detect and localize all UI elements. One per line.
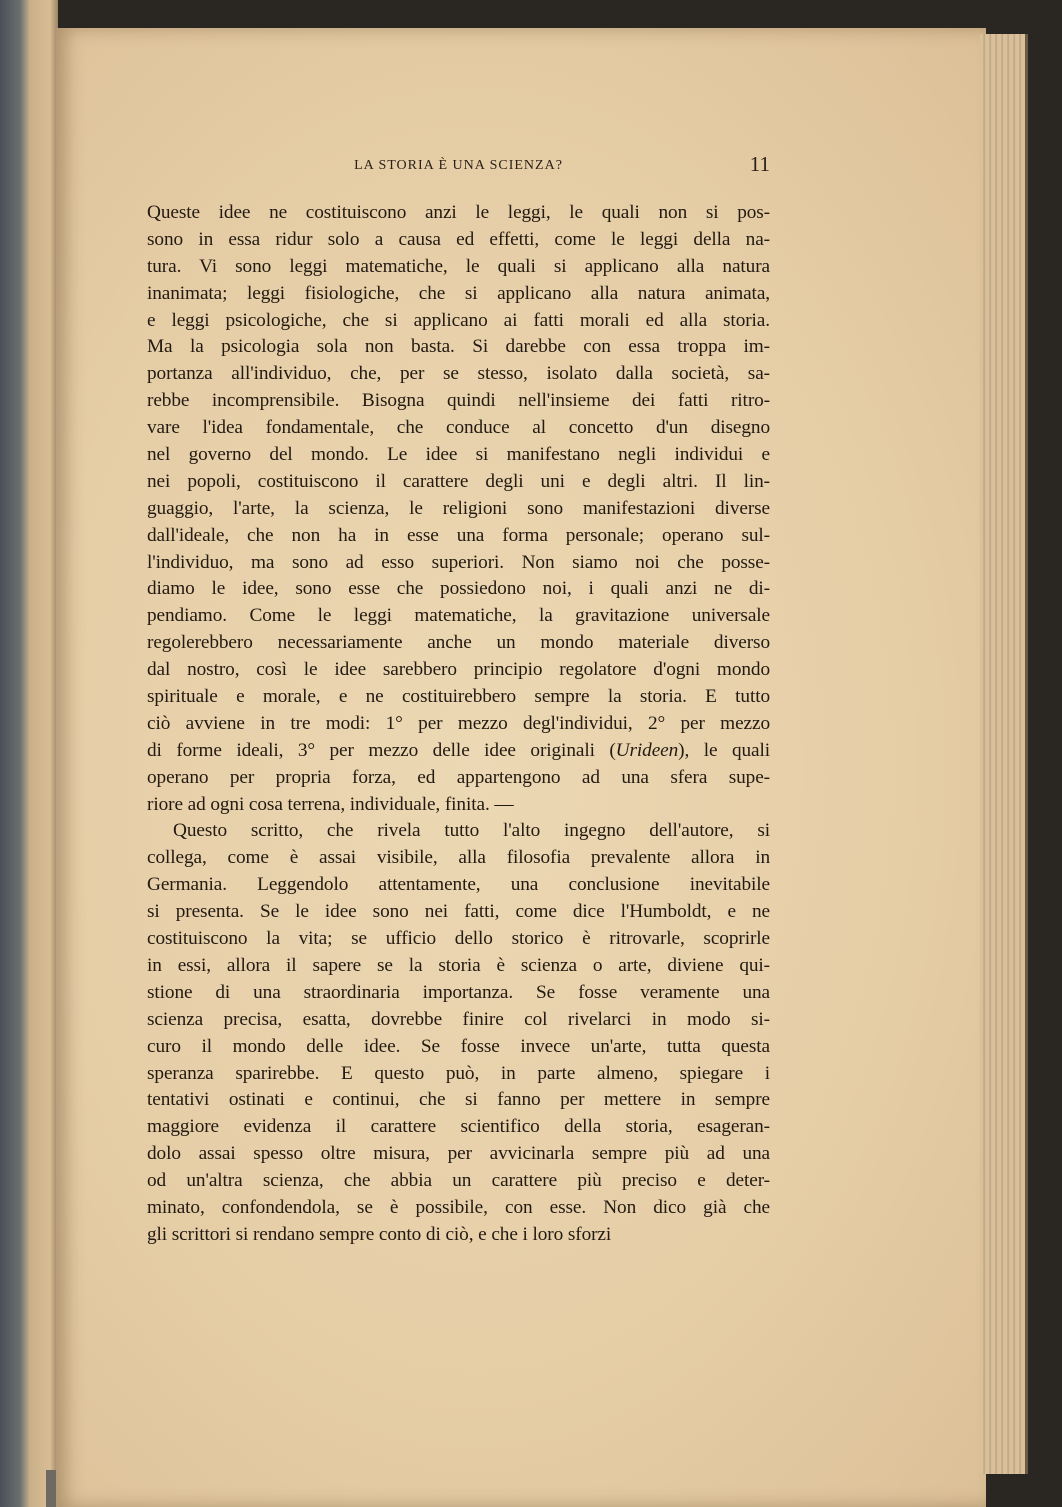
text-line: nel governo del mondo. Le idee si manifestano negli individui e	[147, 444, 770, 466]
text-line: sono in essa ridur solo a causa ed effetti, come le leggi della na-	[147, 228, 770, 250]
text-line: Ma la psicologia sola non basta. Si darebbe con essa troppa im-	[147, 336, 770, 358]
text-line: dall'ideale, che non ha in esse una forma personale; operano sul-	[147, 524, 770, 546]
text-line: od un'altra scienza, che abbia un carattere più preciso e deter-	[147, 1170, 770, 1192]
text-line: l'individuo, ma sono ad esso superiori. Non siamo noi che posse-	[147, 551, 770, 573]
text-line: curo il mondo delle idee. Se fosse invece un'arte, tutta questa	[147, 1035, 770, 1057]
text-line: tura. Vi sono leggi matematiche, le quali si applicano alla natura	[147, 255, 770, 277]
text-line: in essi, allora il sapere se la storia è scienza o arte, diviene qui-	[147, 954, 770, 976]
text-line: Queste idee ne costituiscono anzi le leggi, le quali non si pos-	[147, 202, 770, 223]
text-line: riore ad ogni cosa terrena, individuale, finita. —	[147, 793, 514, 815]
facing-page-edge	[0, 0, 58, 1507]
text-line: operano per propria forza, ed appartengono ad una sfera supe-	[147, 766, 770, 788]
text-line: Germania. Leggendolo attentamente, una conclusione inevitabile	[147, 874, 770, 896]
text-line: nei popoli, costituiscono il carattere degli uni e degli altri. Il lin-	[147, 470, 770, 492]
text-line: stione di una straordinaria importanza. Se fosse veramente una	[147, 981, 770, 1003]
text-line: e leggi psicologiche, che si applicano ai fatti morali ed alla storia.	[147, 309, 770, 331]
text-line: diamo le idee, sono esse che possiedono noi, i quali anzi ne di-	[147, 578, 770, 600]
text-line: si presenta. Se le idee sono nei fatti, come dice l'Humboldt, e ne	[147, 901, 770, 923]
text-line: tentativi ostinati e continui, che si fanno per mettere in sempre	[147, 1089, 770, 1111]
body-text	[147, 200, 770, 1249]
italic-term: Urideen	[615, 739, 679, 761]
text-line: regolerebbero necessariamente anche un mondo materiale diverso	[147, 632, 770, 654]
text-line: costituiscono la vita; se ufficio dello storico è ritrovarle, scoprirle	[147, 928, 770, 950]
text-line: minato, confondendola, se è possibile, con esse. Non dico già che	[147, 1196, 770, 1218]
text-line	[147, 738, 770, 765]
text-line: scienza precisa, esatta, dovrebbe finire col rivelarci in modo si-	[147, 1008, 770, 1030]
text-line: vare l'idea fondamentale, che conduce al concetto d'un disegno	[147, 417, 770, 439]
text-segment: ), le quali	[678, 739, 771, 761]
page-number: 11	[749, 152, 770, 176]
text-line: spirituale e morale, e ne costituirebbero sempre la storia. E tutto	[147, 686, 770, 708]
text-line: pendiamo. Come le leggi matematiche, la gravitazione universale	[147, 605, 770, 627]
text-line: gli scrittori si rendano sempre conto di ciò, e che i loro sforzi	[147, 1223, 612, 1245]
text-line: rebbe incomprensibile. Bisogna quindi nell'insieme dei fatti ritro-	[147, 390, 770, 412]
text-line: speranza sparirebbe. E questo può, in parte almeno, spiegare i	[147, 1062, 770, 1084]
running-title: LA STORIA È UNA SCIENZA?	[354, 158, 563, 173]
text-line: portanza all'individuo, che, per se stesso, isolato dalla società, sa-	[147, 363, 770, 385]
text-line: guaggio, l'arte, la scienza, le religioni sono manifestazioni diverse	[147, 497, 770, 519]
text-line: ciò avviene in tre modi: 1° per mezzo degl'individui, 2° per mezzo	[147, 712, 770, 734]
page-header	[147, 150, 770, 180]
text-segment: di forme ideali, 3° per mezzo delle idee originali (	[147, 739, 616, 761]
text-line: dal nostro, così le idee sarebbero principio regolatore d'ogni mondo	[147, 659, 770, 681]
text-line: dolo assai spesso oltre misura, per avvicinarla sempre più ad una	[147, 1143, 770, 1165]
page-edges	[980, 34, 1028, 1474]
text-line: inanimata; leggi fisiologiche, che si applicano alla natura animata,	[147, 282, 770, 304]
text-line: Questo scritto, che rivela tutto l'alto ingegno dell'autore, si	[173, 820, 770, 842]
text-line: maggiore evidenza il carattere scientifico della storia, esageran-	[147, 1116, 770, 1138]
text-line: collega, come è assai visibile, alla filosofia prevalente allora in	[147, 847, 770, 869]
